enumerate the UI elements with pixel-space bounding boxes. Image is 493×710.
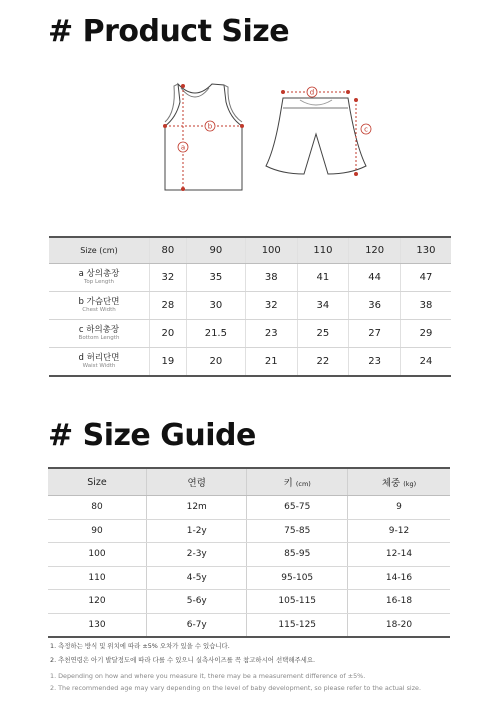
table-cell: 38	[400, 292, 451, 320]
table-row	[48, 496, 450, 520]
table-cell: 14-16	[347, 566, 450, 590]
table-row	[48, 590, 450, 614]
table-cell: 32	[150, 264, 187, 292]
table-row	[49, 264, 451, 292]
size-header-label: Size (cm)	[49, 237, 150, 264]
table-cell: 130	[48, 613, 146, 637]
label-a: a	[180, 143, 186, 152]
table-cell: 20	[150, 320, 187, 348]
row-label: c 하의총장 Bottom Length	[49, 320, 150, 348]
table-cell: 19	[150, 348, 187, 377]
product-size-title: # Product Size	[48, 14, 290, 49]
table-cell: 18-20	[347, 613, 450, 637]
label-d: d	[309, 88, 315, 97]
table-cell: 110	[48, 566, 146, 590]
note-ko-1: 1. 측정하는 방식 및 위치에 따라 ±5% 오차가 있을 수 있습니다.	[50, 642, 230, 650]
table-cell: 27	[349, 320, 401, 348]
table-cell: 25	[297, 320, 349, 348]
table-row	[48, 613, 450, 637]
table-cell: 16-18	[347, 590, 450, 614]
table-cell: 20	[186, 348, 245, 377]
table-row	[48, 519, 450, 543]
size-col-110: 110	[297, 237, 349, 264]
table-cell: 105-115	[247, 590, 348, 614]
table-cell: 100	[48, 543, 146, 567]
table-row	[48, 543, 450, 567]
table-cell: 95-105	[247, 566, 348, 590]
table-cell: 9	[347, 496, 450, 520]
table-cell: 29	[400, 320, 451, 348]
row-label: a 상의총장 Top Length	[49, 264, 150, 292]
guide-header-height: 키 (cm)	[247, 468, 348, 496]
note-en-1: 1. Depending on how and where you measure it, there may be a measurement difference of ±5%.	[50, 672, 366, 680]
guide-header-size: Size	[48, 468, 146, 496]
table-cell: 36	[349, 292, 401, 320]
table-cell: 75-85	[247, 519, 348, 543]
row-label: b 가슴단면 Chest Width	[49, 292, 150, 320]
size-col-80: 80	[150, 237, 187, 264]
shorts-illustration	[266, 98, 366, 174]
size-col-100: 100	[245, 237, 297, 264]
size-col-130: 130	[400, 237, 451, 264]
table-cell: 35	[186, 264, 245, 292]
table-cell: 5-6y	[146, 590, 247, 614]
table-cell: 9-12	[347, 519, 450, 543]
table-cell: 12-14	[347, 543, 450, 567]
table-cell: 47	[400, 264, 451, 292]
table-cell: 12m	[146, 496, 247, 520]
guide-table-header	[48, 468, 450, 496]
tank-top-illustration	[165, 84, 242, 190]
table-cell: 34	[297, 292, 349, 320]
table-cell: 80	[48, 496, 146, 520]
table-cell: 23	[245, 320, 297, 348]
table-cell: 2-3y	[146, 543, 247, 567]
garment-diagram	[150, 78, 380, 196]
table-row	[49, 320, 451, 348]
table-cell: 21	[245, 348, 297, 377]
table-cell: 90	[48, 519, 146, 543]
size-col-120: 120	[349, 237, 401, 264]
note-en-2: 2. The recommended age may vary depending on the level of baby development, so please refer to the actual size.	[50, 684, 422, 692]
product-size-table	[49, 236, 451, 377]
table-cell: 44	[349, 264, 401, 292]
table-cell: 28	[150, 292, 187, 320]
table-row	[48, 566, 450, 590]
table-row	[49, 348, 451, 377]
table-row	[49, 292, 451, 320]
table-cell: 23	[349, 348, 401, 377]
guide-header-age: 연령	[146, 468, 247, 496]
table-cell: 41	[297, 264, 349, 292]
table-cell: 4-5y	[146, 566, 247, 590]
table-cell: 1-2y	[146, 519, 247, 543]
guide-header-weight: 체중 (kg)	[347, 468, 450, 496]
table-cell: 120	[48, 590, 146, 614]
size-guide-title: # Size Guide	[48, 418, 256, 453]
row-label: d 허리단면 Waist Width	[49, 348, 150, 377]
table-cell: 24	[400, 348, 451, 377]
size-col-90: 90	[186, 237, 245, 264]
table-cell: 32	[245, 292, 297, 320]
table-cell: 65-75	[247, 496, 348, 520]
table-cell: 85-95	[247, 543, 348, 567]
table-cell: 6-7y	[146, 613, 247, 637]
size-table-header	[49, 237, 451, 264]
table-cell: 22	[297, 348, 349, 377]
note-ko-2: 2. 추천연령은 아기 발달정도에 따라 다를 수 있으니 실측사이즈를 꼭 참고하시어 선택해주세요.	[50, 656, 316, 664]
label-b: b	[207, 122, 213, 131]
size-guide-table	[48, 467, 450, 638]
table-cell: 30	[186, 292, 245, 320]
table-cell: 21.5	[186, 320, 245, 348]
table-cell: 38	[245, 264, 297, 292]
label-c: c	[364, 125, 368, 134]
table-cell: 115-125	[247, 613, 348, 637]
